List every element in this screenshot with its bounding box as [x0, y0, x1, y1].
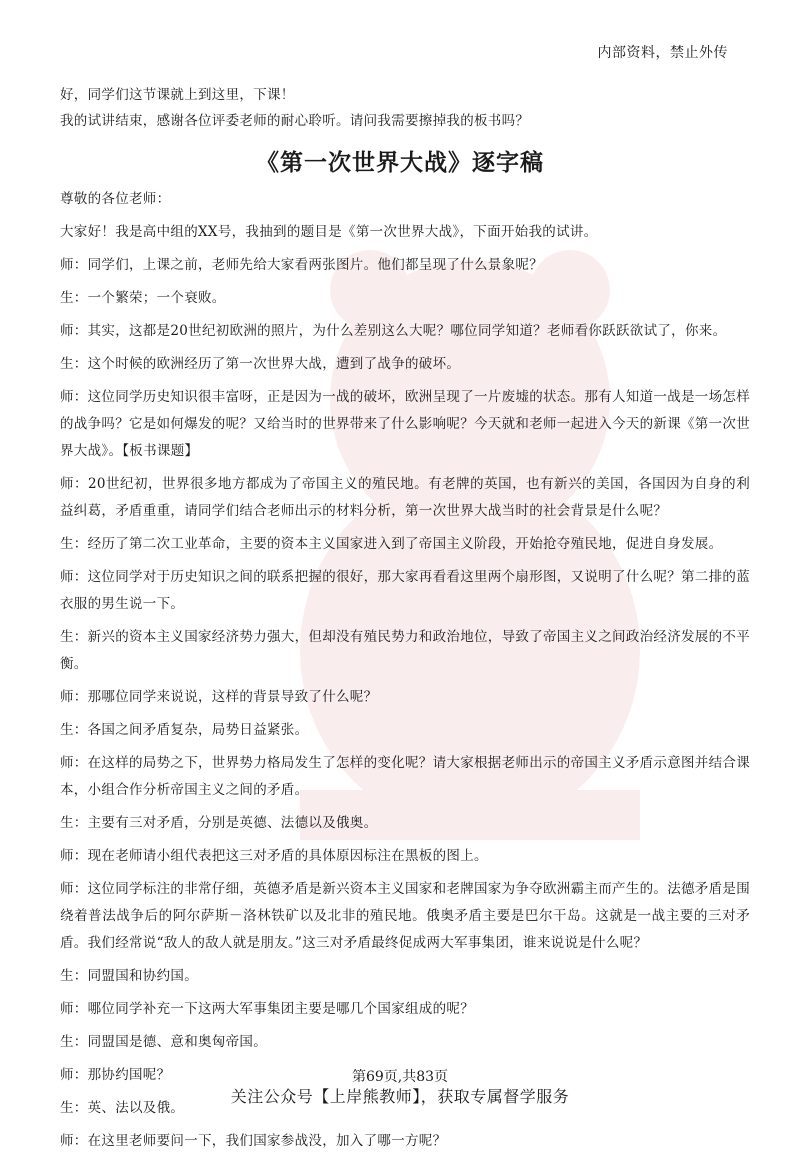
transcript-paragraph: 师：那协约国呢？	[60, 1067, 171, 1083]
transcript-paragraph: 生：英、法以及俄。	[60, 1100, 185, 1116]
transcript-paragraph: 生：这个时候的欧洲经历了第一次世界大战，遭到了战争的破坏。	[60, 356, 461, 372]
intro-block	[60, 82, 750, 134]
transcript-paragraph: 生：新兴的资本主义国家经济势力强大，但却没有殖民势力和政治地位，导致了帝国主义之间政治经济发展的不平衡。	[60, 629, 750, 672]
transcript-paragraph: 师：哪位同学补充一下这两大军事集团主要是哪几个国家组成的呢？	[60, 1001, 474, 1017]
confidential-note: 内部资料，禁止外传	[597, 45, 728, 61]
transcript-paragraph: 生：各国之间矛盾复杂，局势日益紧张。	[60, 722, 309, 738]
transcript-paragraph: 生：同盟国和协约国。	[60, 968, 198, 984]
transcript-paragraph: 生：主要有三对矛盾，分别是英德、法德以及俄奥。	[60, 815, 378, 831]
transcript-paragraph: 师：在这里老师要问一下，我们国家参战没，加入了哪一方呢？	[60, 1133, 447, 1149]
transcript-body	[60, 186, 750, 1161]
intro-line: 好，同学们这节课就上到这里，下课！	[60, 87, 295, 103]
intro-line: 我的试讲结束，感谢各位评委老师的耐心聆听。请问我需要擦掉我的板书吗？	[60, 113, 530, 129]
transcript-paragraph: 师：同学们，上课之前，老师先给大家看两张图片。他们都呈现了什么景象呢？	[60, 257, 543, 273]
promo-footer: 关注公众号【上岸熊教师】，获取专属督学服务	[230, 1087, 570, 1106]
page-number: 第69页,共83页	[351, 1069, 449, 1085]
transcript-paragraph: 师：其实，这都是20世纪初欧洲的照片，为什么差别这么大呢？哪位同学知道？老师看你跃跃欲试了，你来。	[60, 323, 727, 339]
transcript-paragraph: 师：这位同学历史知识很丰富呀，正是因为一战的破坏，欧洲呈现了一片废墟的状态。那有人知道一战是一场怎样的战争吗？它是如何爆发的呢？又给当时的世界带来了什么影响呢？今天就和老师一起进入今天的新课《第一次世界大战》。【板书课题】	[60, 389, 750, 459]
transcript-paragraph: 生：经历了第二次工业革命，主要的资本主义国家进入到了帝国主义阶段，开始抢夺殖民地，促进自身发展。	[60, 536, 723, 552]
transcript-paragraph: 尊敬的各位老师：	[60, 191, 171, 207]
transcript-paragraph: 大家好！我是高中组的XX号，我抽到的题目是《第一次世界大战》，下面开始我的试讲。	[60, 224, 598, 240]
transcript-paragraph: 师：20世纪初，世界很多地方都成为了帝国主义的殖民地。有老牌的英国，也有新兴的美国，各国因为自身的利益纠葛，矛盾重重，请同学们结合老师出示的材料分析，第一次世界大战当时的社会背景是什么呢？	[60, 476, 750, 519]
transcript-paragraph: 师：在这样的局势之下，世界势力格局发生了怎样的变化呢？请大家根据老师出示的帝国主义矛盾示意图并结合课本，小组合作分析帝国主义之间的矛盾。	[60, 755, 750, 798]
transcript-paragraph: 师：那哪位同学来说说，这样的背景导致了什么呢？	[60, 689, 378, 705]
transcript-paragraph: 师：这位同学对于历史知识之间的联系把握的很好，那大家再看看这里两个扇形图，又说明了什么呢？第二排的蓝衣服的男生说一下。	[60, 569, 750, 612]
transcript-paragraph: 生：同盟国是德、意和奥匈帝国。	[60, 1034, 267, 1050]
transcript-paragraph: 师：现在老师请小组代表把这三对矛盾的具体原因标注在黑板的图上。	[60, 848, 488, 864]
document-title: 《第一次世界大战》逐字稿	[256, 149, 544, 176]
transcript-paragraph: 生：一个繁荣；一个衰败。	[60, 290, 226, 306]
transcript-paragraph: 师：这位同学标注的非常仔细，英德矛盾是新兴资本主义国家和老牌国家为争夺欧洲霸主而产生的。法德矛盾是围绕着普法战争后的阿尔萨斯－洛林铁矿以及北非的殖民地。俄奥矛盾主要是巴尔干岛。这就是一战主要的三对矛盾。我们经常说“敌人的敌人就是朋友。”这三对矛盾最终促成两大军事集团，谁来说说是什么呢？	[60, 881, 750, 951]
